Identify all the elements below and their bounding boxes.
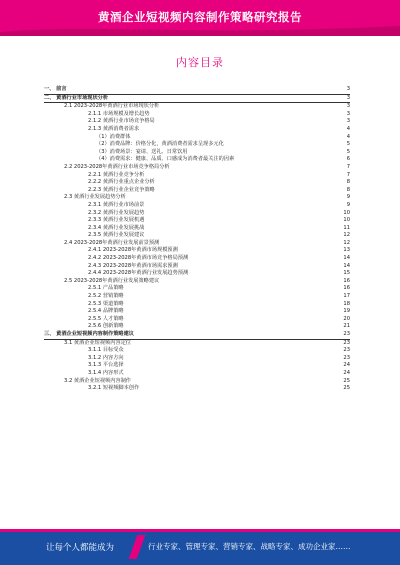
toc-entry[interactable] <box>44 323 350 331</box>
toc-entry-page: 6 <box>346 156 350 163</box>
toc-entry[interactable] <box>44 370 350 378</box>
toc-entry-page: 24 <box>343 369 350 376</box>
toc-entry-page: 14 <box>343 262 350 269</box>
toc-entry-page: 3 <box>346 103 350 110</box>
toc-heading: 内容目录 <box>176 56 224 69</box>
toc-entry-label: 2.3.3 黄酒行业发展机遇 <box>88 217 145 224</box>
toc-entry-label: 2.2 2023-2028年黄酒行业市场竞争格局分析 <box>64 163 170 170</box>
toc-entry-page: 3 <box>346 94 350 101</box>
toc-entry-label: 2.1.2 黄酒行业市场竞争格局 <box>88 118 155 125</box>
table-of-contents <box>44 86 350 393</box>
toc-entry[interactable] <box>44 194 350 202</box>
toc-entry-page: 5 <box>346 141 350 148</box>
toc-entry-page: 23 <box>343 347 350 354</box>
toc-entry-page: 14 <box>343 255 350 262</box>
toc-entry-page: 7 <box>346 163 350 170</box>
toc-entry-page: 21 <box>343 323 350 330</box>
toc-entry-page: 4 <box>346 133 350 140</box>
toc-entry-label: 2.5.5 人才策略 <box>88 315 124 322</box>
toc-entry-label: 2.4 2023-2028年黄酒行业发展前景预测 <box>64 239 160 246</box>
toc-entry-page: 24 <box>343 362 350 369</box>
toc-entry-label: （3）消费场景：宴请、送礼、日常饮用 <box>96 148 188 155</box>
toc-entry-label: 2.3.1 黄酒行业市场前景 <box>88 201 145 208</box>
toc-entry-label: 3.1 黄酒企业短视频内容定位 <box>64 339 131 346</box>
toc-entry-label: （1）消费群体 <box>96 133 131 140</box>
toc-entry-label: 3.1.1 目标受众 <box>88 347 124 354</box>
toc-entry[interactable] <box>44 255 350 263</box>
toc-entry[interactable] <box>44 232 350 240</box>
toc-entry-page: 12 <box>343 239 350 246</box>
footer-accent-line <box>0 529 400 532</box>
toc-entry-page: 3 <box>346 86 350 92</box>
toc-entry-page: 20 <box>343 315 350 322</box>
toc-entry-label: 2.5.3 渠道策略 <box>88 300 124 307</box>
toc-entry-label: 2.1 2023-2028年黄酒行业市场现状分析 <box>64 103 160 110</box>
toc-entry[interactable] <box>44 95 350 104</box>
toc-entry[interactable] <box>44 141 350 149</box>
toc-entry-label: 2.3.2 黄酒行业发展趋势 <box>88 209 145 216</box>
toc-entry-page: 19 <box>343 308 350 315</box>
toc-entry-page: 3 <box>346 118 350 125</box>
toc-entry-label: 2.5.6 创新策略 <box>88 323 124 330</box>
page-footer <box>0 529 400 565</box>
toc-entry-label: 3.2.1 短视频脚本创作 <box>88 385 140 392</box>
toc-entry-label: 2.4.2 2023-2028年黄酒市场竞争格局预测 <box>88 255 189 262</box>
toc-entry-page: 23 <box>343 339 350 346</box>
toc-entry-label: 2.5 2023-2028年黄酒行业发展策略建议 <box>64 277 160 284</box>
toc-entry-page: 7 <box>346 171 350 178</box>
toc-entry-page: 18 <box>343 300 350 307</box>
toc-entry-label: 2.4.1 2023-2028年黄酒市场规模预测 <box>88 247 178 254</box>
toc-entry-page: 17 <box>343 293 350 300</box>
toc-entry[interactable] <box>44 293 350 301</box>
toc-entry-label: （2）消费品牌：价格分化，黄酒消费者需求呈现多元化 <box>96 141 224 148</box>
toc-entry-label: 2.3.4 黄酒行业发展挑战 <box>88 224 145 231</box>
toc-entry-label: 3.2 黄酒企业短视频内容制作 <box>64 377 131 384</box>
toc-entry-label: 2.3 黄酒行业发展趋势分析 <box>64 194 126 201</box>
toc-entry[interactable] <box>44 172 350 180</box>
toc-entry-label: 2.2.1 黄酒行业竞争分析 <box>88 171 145 178</box>
toc-entry-page: 5 <box>346 148 350 155</box>
toc-entry-page: 16 <box>343 277 350 284</box>
toc-entry[interactable] <box>44 118 350 126</box>
toc-entry[interactable] <box>44 247 350 255</box>
toc-entry-page: 25 <box>343 385 350 392</box>
toc-entry-label: 三、 黄酒企业短视频内容制作策略建议 <box>44 331 134 337</box>
toc-entry-page: 16 <box>343 285 350 292</box>
toc-entry[interactable] <box>44 210 350 218</box>
toc-entry-label: 2.4.4 2023-2028年黄酒行业发展趋势预测 <box>88 270 189 277</box>
toc-entry-label: （4）消费需求：健康、品质、口感成为消费者最关注的因素 <box>96 156 235 163</box>
toc-entry[interactable] <box>44 202 350 210</box>
toc-entry-label: 3.1.2 内容方向 <box>88 354 124 361</box>
toc-entry[interactable] <box>44 331 350 340</box>
toc-entry[interactable] <box>44 179 350 187</box>
toc-entry[interactable] <box>44 362 350 370</box>
toc-entry-label: 2.2.2 黄酒行业重点企业分析 <box>88 179 155 186</box>
toc-entry-page: 15 <box>343 270 350 277</box>
toc-entry-label: 2.4.3 2023-2028年黄酒市场需求预测 <box>88 262 178 269</box>
toc-entry[interactable] <box>44 270 350 278</box>
toc-entry-page: 25 <box>343 377 350 384</box>
toc-entry-page: 9 <box>346 201 350 208</box>
toc-entry-page: 11 <box>343 224 350 231</box>
toc-entry-label: 2.5.2 营销策略 <box>88 293 124 300</box>
toc-entry[interactable] <box>44 86 350 95</box>
toc-entry[interactable] <box>44 308 350 316</box>
toc-entry-label: 3.1.4 内容形式 <box>88 369 124 376</box>
toc-entry[interactable] <box>44 385 350 393</box>
toc-entry-page: 8 <box>346 186 350 193</box>
toc-entry[interactable] <box>44 217 350 225</box>
report-header <box>0 0 400 36</box>
toc-entry-label: 2.5.4 品牌策略 <box>88 308 124 315</box>
footer-tagline: 行业专家、管理专家、营销专家、战略专家、成功企业家…… <box>148 542 351 551</box>
footer-divider <box>129 535 146 559</box>
toc-entry-page: 8 <box>346 179 350 186</box>
toc-entry-page: 3 <box>346 110 350 117</box>
toc-entry-label: 一、 前言 <box>44 86 67 92</box>
toc-entry-page: 23 <box>343 331 350 337</box>
toc-entry-page: 10 <box>343 209 350 216</box>
toc-entry[interactable] <box>44 126 350 134</box>
toc-entry-page: 23 <box>343 354 350 361</box>
toc-entry-page: 12 <box>343 232 350 239</box>
toc-entry-label: 2.2.3 黄酒行业企业竞争策略 <box>88 186 155 193</box>
toc-entry-label: 二、 黄酒行业市场现状分析 <box>44 94 109 101</box>
toc-entry[interactable] <box>44 285 350 293</box>
toc-entry-label: 2.3.5 黄酒行业发展建议 <box>88 232 145 239</box>
toc-entry-page: 4 <box>346 125 350 132</box>
toc-entry[interactable] <box>44 164 350 172</box>
toc-entry-page: 9 <box>346 194 350 201</box>
toc-entry[interactable] <box>44 156 350 164</box>
toc-entry[interactable] <box>44 347 350 355</box>
toc-entry-label: 2.1.3 黄酒消费者需求 <box>88 125 140 132</box>
toc-entry[interactable] <box>44 103 350 111</box>
report-title: 黄酒企业短视频内容制作策略研究报告 <box>98 10 302 24</box>
toc-entry-label: 2.1.1 市场规模及增长趋势 <box>88 110 150 117</box>
toc-entry-page: 13 <box>343 247 350 254</box>
footer-slogan: 让每个人都能成为 <box>46 543 115 553</box>
toc-entry-label: 2.5.1 产品策略 <box>88 285 124 292</box>
toc-entry-page: 10 <box>343 217 350 224</box>
toc-entry-label: 3.1.3 平台选择 <box>88 362 124 369</box>
